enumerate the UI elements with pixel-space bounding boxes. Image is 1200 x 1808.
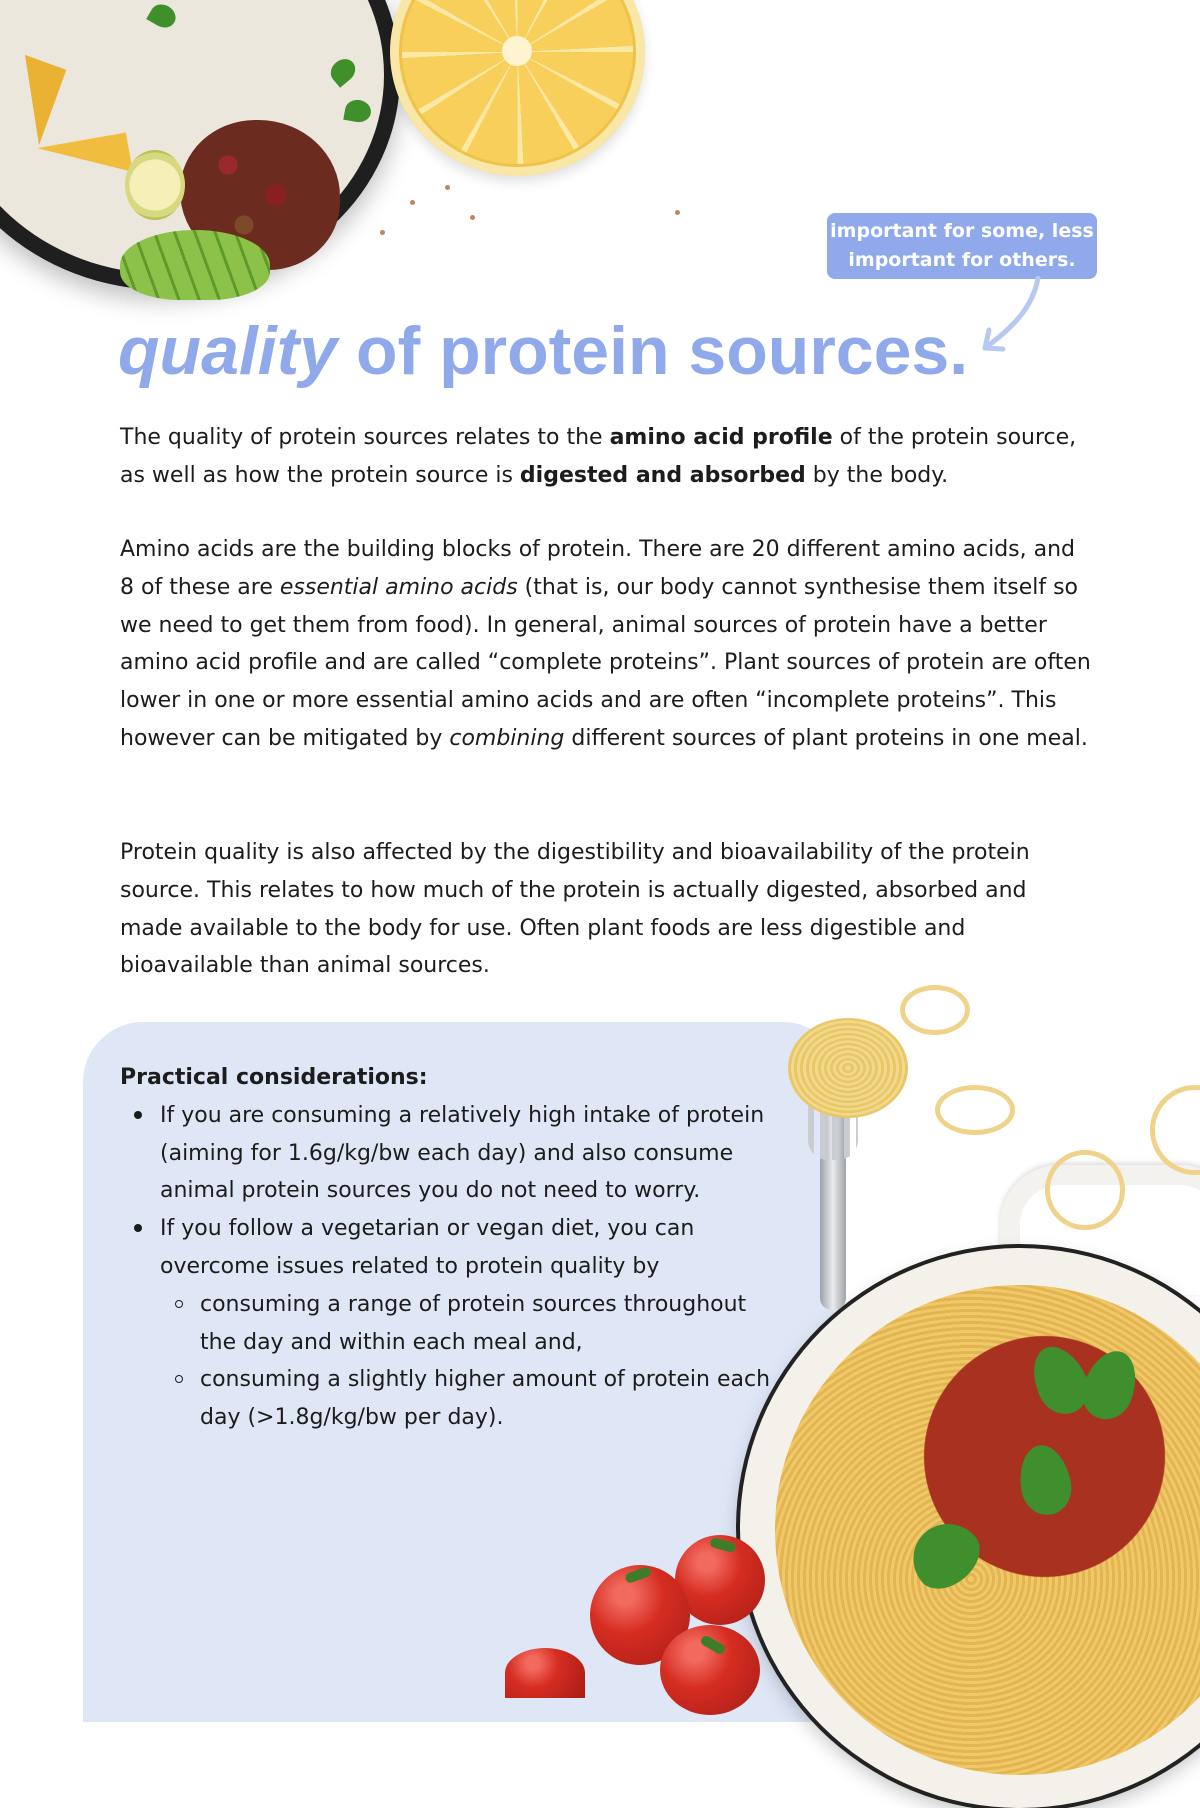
para1-text: The quality of protein sources relates to the [120,425,610,450]
noodle-strand [935,1085,1015,1135]
title-emphasis: quality [118,313,338,389]
para2-text: Amino acids are the building blocks of protein. There are 20 different amino acids, and 8 of these are [120,537,1076,600]
list-item: If you are consuming a relatively high intake of protein (aiming for 1.6g/kg/bw each day) and also consume animal protein sources you do not need to worry. [120,1097,780,1210]
para2-text: (that is, our body cannot synthesise them itself so we need to get them from food). In general, animal sources of protein have a better amino acid profile and are called “complete proteins”. Plant sources of protein are often lower in one or more essential amino acids and are often “incomplete proteins”. This however can be mitigated by [120,574,1091,751]
paragraph-amino-acids [120,531,1095,758]
lemon-slice-image [390,0,645,176]
para1-text: of the protein source, as well as how the protein source is [120,425,1077,488]
title-rest: of protein sources. [337,313,969,389]
callout-note: important for some, less important for others. [827,213,1097,279]
sub-list-item: consuming a range of protein sources throughout the day and within each meal and, [160,1286,780,1362]
lemon-core [502,36,532,66]
list-item [120,1210,780,1437]
practical-heading: Practical considerations: [120,1065,428,1090]
lime-slice [125,150,185,220]
list-item-text: If you follow a vegetarian or vegan diet, you can overcome issues related to protein quality by [160,1216,695,1279]
crumb [675,210,680,215]
noodle-strand [900,985,970,1035]
twirled-spaghetti [788,1018,908,1118]
crumb [470,215,475,220]
paragraph-protein-quality [120,419,1095,495]
practical-considerations [120,1059,780,1437]
para2-italic: essential amino acids [279,574,518,600]
crumb [410,200,415,205]
noodle-strand [1150,1085,1200,1175]
para1-text: by the body. [805,462,949,488]
para2-italic: combining [449,725,565,751]
tomato-half [505,1648,585,1698]
sub-list [160,1286,780,1437]
avocado-slices [120,230,270,300]
crumb [380,230,385,235]
sub-list-item: consuming a slightly higher amount of protein each day (>1.8g/kg/bw per day). [160,1361,780,1437]
crumb [445,185,450,190]
page-title [118,310,1138,392]
paragraph-digestibility: Protein quality is also affected by the digestibility and bioavailability of the protein source. This relates to how much of the protein is actually digested, absorbed and made available to the body for use. Often plant foods are less digestible and bioavailable than animal sources. [120,840,1030,979]
bullet-list [120,1097,780,1437]
para1-bold: amino acid profile [609,425,833,450]
para2-text: different sources of plant proteins in one meal. [564,725,1088,751]
noodle-strand [1045,1150,1125,1230]
para1-bold: digested and absorbed [519,462,806,488]
